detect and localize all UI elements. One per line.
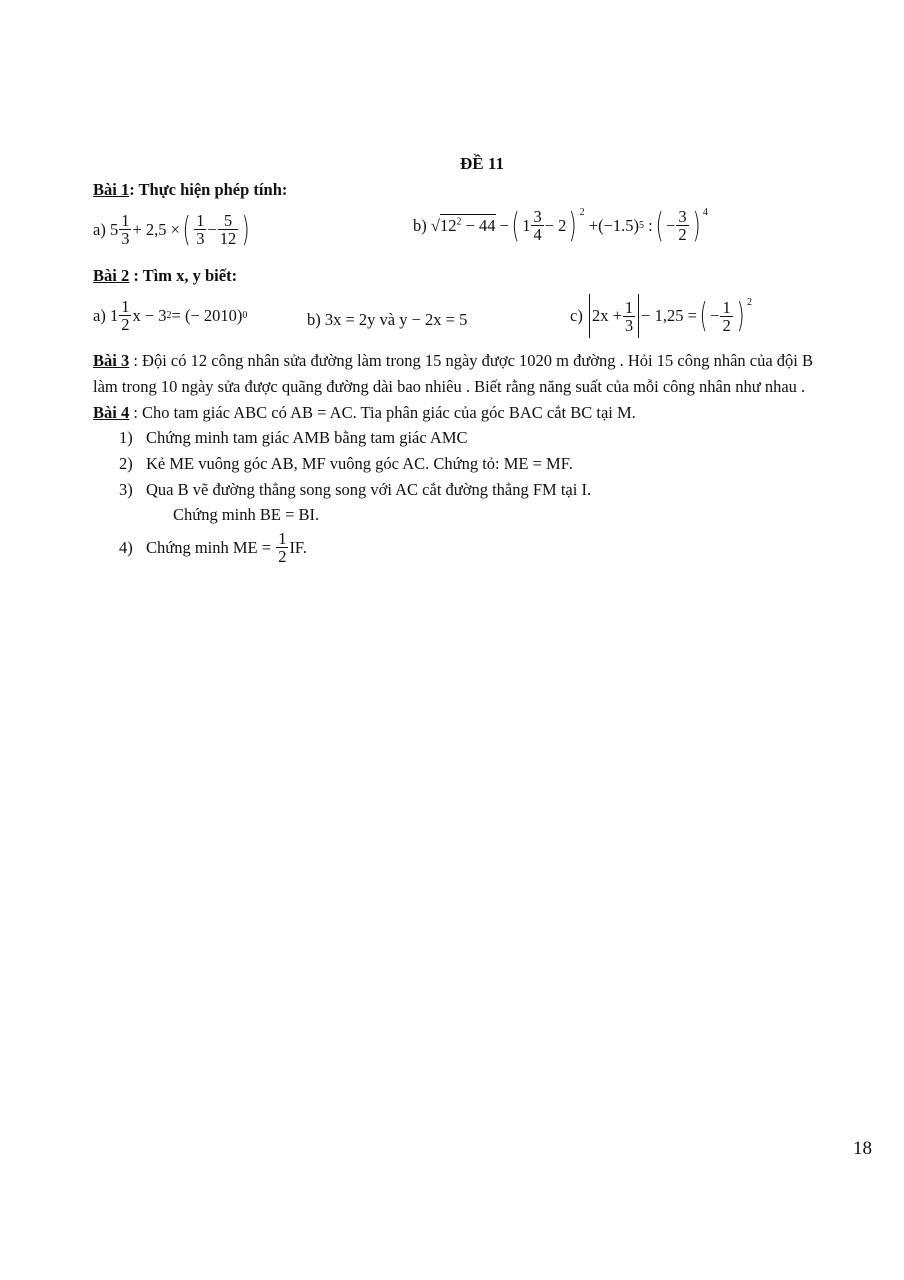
bai2-part-a: a) 1 $\frac{1}{2}$ x − 3 2 = (− 2010) 0 bbox=[93, 297, 248, 334]
bai1-b-frac2: $\frac{3}{2}$ bbox=[678, 207, 687, 244]
bai2-part-b: b) 3x = 2y và y − 2x = 5 bbox=[307, 310, 468, 329]
bai1-part-b: b) $√12^2 - 44$ − ( 1 $\frac{3}{4}$ − 2 ) 2 + (−1.5) 5 : ( − $\frac{3}{2}$ ) 4 bbox=[413, 205, 708, 246]
bai1-b-frac1: $\frac{3}{4}$ bbox=[533, 207, 542, 244]
bai1-heading bbox=[93, 180, 287, 200]
bai3-text-1: : Đội có 12 công nhân sửa đường làm trong 15 ngày được 1020 m đường . Hỏi 15 công nhân của đội B bbox=[129, 351, 814, 370]
list-item-continuation: Chứng minh BE = BI. bbox=[173, 505, 320, 524]
page-number: 18 bbox=[853, 1138, 872, 1159]
bai4-intro bbox=[93, 401, 636, 425]
bai2-heading-text: : Tìm x, y biết: bbox=[129, 266, 238, 285]
bai1-a-frac1: $\frac{1}{3}$ bbox=[121, 211, 130, 248]
bai1-heading-text: : Thực hiện phép tính: bbox=[129, 180, 288, 199]
bai3-label: Bài 3 bbox=[93, 351, 130, 370]
bai1-part-a: a) 5 $\frac{1}{3}$ + 2,5 × ( $\frac{1}{3}$ − $\frac{5}{12}$ ) bbox=[93, 209, 250, 250]
bai1-label: Bài 1 bbox=[93, 180, 130, 199]
list-item: 4) Chứng minh ME = $\frac{1}{2}$ IF. bbox=[119, 529, 307, 566]
bai1-a-frac3: $\frac{5}{12}$ bbox=[219, 211, 237, 248]
bai1-a-label: a) bbox=[93, 219, 106, 239]
bai3-line1 bbox=[93, 349, 813, 373]
bai1-a-mid: + 2,5 × bbox=[132, 219, 180, 239]
bai2-a-frac: $\frac{1}{2}$ bbox=[121, 297, 130, 334]
list-item: 3) Qua B vẽ đường thẳng song song với AC cắt đường thẳng FM tại I. bbox=[119, 480, 592, 499]
bai4-label: Bài 4 bbox=[93, 403, 130, 422]
page-title: ĐỀ 11 bbox=[460, 154, 504, 173]
bai4-item4-frac: $\frac{1}{2}$ bbox=[278, 529, 287, 566]
bai2-label: Bài 2 bbox=[93, 266, 130, 285]
bai2-c-frac1: $\frac{1}{3}$ bbox=[624, 297, 634, 335]
bai1-a-whole: 5 bbox=[109, 219, 119, 239]
bai4-intro-text: : Cho tam giác ABC có AB = AC. Tia phân giác của góc BAC cắt BC tại M. bbox=[129, 403, 636, 422]
list-item: 1) Chứng minh tam giác AMB bằng tam giác AMC bbox=[119, 428, 468, 447]
list-item: 2) Kẻ ME vuông góc AB, MF vuông góc AC. Chứng tỏ: ME = MF. bbox=[119, 454, 573, 473]
bai1-a-frac2: $\frac{1}{3}$ bbox=[196, 211, 205, 248]
bai2-heading bbox=[93, 266, 237, 286]
bai2-part-c: c) 2x + $\frac{1}{3}$ − 1,25 = ( − $\frac{1}{2}$ ) 2 bbox=[570, 296, 752, 336]
bai1-b-label: b) bbox=[413, 215, 427, 235]
bai2-c-frac2: $\frac{1}{2}$ bbox=[722, 297, 731, 335]
bai1-b-sqrt: $√12^2 - 44$ bbox=[430, 215, 496, 235]
bai3-line2: làm trong 10 ngày sửa được quãng đường dài bao nhiêu . Biết rằng năng suất của mỗi công nhân như nhau . bbox=[93, 377, 806, 396]
